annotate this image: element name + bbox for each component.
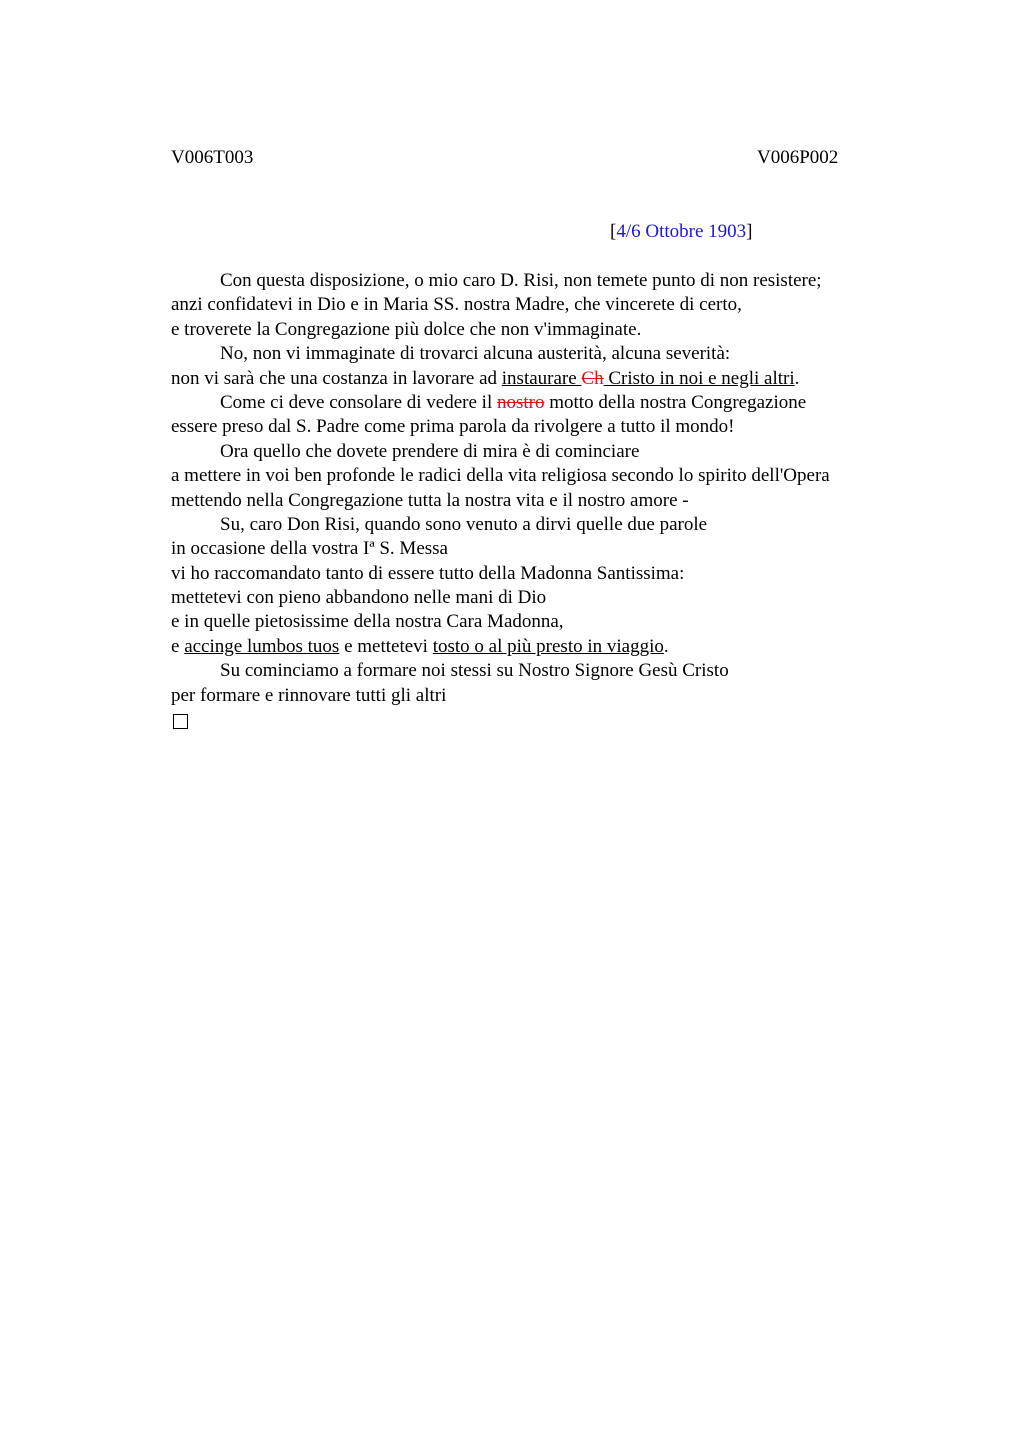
volume-text-code: V006T003 <box>171 147 254 168</box>
text-line: Su, caro Don Risi, quando sono venuto a dirvi quelle due parole <box>220 513 708 535</box>
date-open-bracket: [ <box>610 221 617 242</box>
text-line: No, non vi immaginate di trovarci alcuna austerità, alcuna severità: <box>220 343 731 365</box>
underlined-text: accinge lumbos tuos <box>184 635 340 657</box>
text-span: motto della nostra Congregazione <box>544 391 807 413</box>
text-line: e in quelle pietosissime della nostra Cara Madonna, <box>171 611 564 633</box>
underlined-text: Cristo in noi e negli altri <box>603 367 795 389</box>
date-close-bracket: ] <box>746 221 753 242</box>
underlined-text: tosto o al più presto in viaggio <box>432 635 664 657</box>
text-line <box>171 391 931 415</box>
text-line: vi ho raccomandato tanto di essere tutto della Madonna Santissima: <box>171 562 685 584</box>
underlined-text: instaurare <box>501 367 582 389</box>
date-value: 4/6 Ottobre 1903 <box>616 221 747 242</box>
text-line: Ora quello che dovete prendere di mira è di cominciare <box>220 440 640 462</box>
letter-body <box>171 269 931 732</box>
text-line: Su cominciamo a formare noi stessi su Nostro Signore Gesù Cristo <box>220 660 729 682</box>
text-line: essere preso dal S. Padre come prima parola da rivolgere a tutto il mondo! <box>171 416 735 438</box>
text-line: per formare e rinnovare tutti gli altri <box>171 684 447 706</box>
text-span: e <box>171 635 185 657</box>
text-line: Con questa disposizione, o mio caro D. Risi, non temete punto di non resistere; <box>220 270 822 291</box>
text-line: in occasione della vostra Iª S. Messa <box>171 538 448 560</box>
end-marker-line <box>171 708 931 732</box>
empty-square-icon <box>173 714 188 729</box>
text-line: e troverete la Congregazione più dolce che non v'immaginate. <box>171 318 642 340</box>
text-span: non vi sarà che una costanza in lavorare ad <box>171 367 502 389</box>
text-line: mettendo nella Congregazione tutta la nostra vita e il nostro amore - <box>171 489 689 511</box>
text-span: . <box>794 367 800 389</box>
text-line: anzi confidatevi in Dio e in Maria SS. nostra Madre, che vincerete di certo, <box>171 294 742 316</box>
text-line: mettetevi con pieno abbandono nelle mani di Dio <box>171 587 547 609</box>
deleted-text: Ch <box>581 367 604 389</box>
text-span: e mettetevi <box>339 635 433 657</box>
text-span: Come ci deve consolare di vedere il <box>220 391 497 413</box>
deleted-text: nostro <box>496 391 545 413</box>
text-line <box>171 367 931 391</box>
text-span: . <box>663 635 669 657</box>
letter-date <box>610 220 752 244</box>
text-line <box>171 635 931 659</box>
volume-page-code: V006P002 <box>757 147 839 168</box>
text-line: a mettere in voi ben profonde le radici della vita religiosa secondo lo spirito dell'Opera <box>171 465 830 487</box>
